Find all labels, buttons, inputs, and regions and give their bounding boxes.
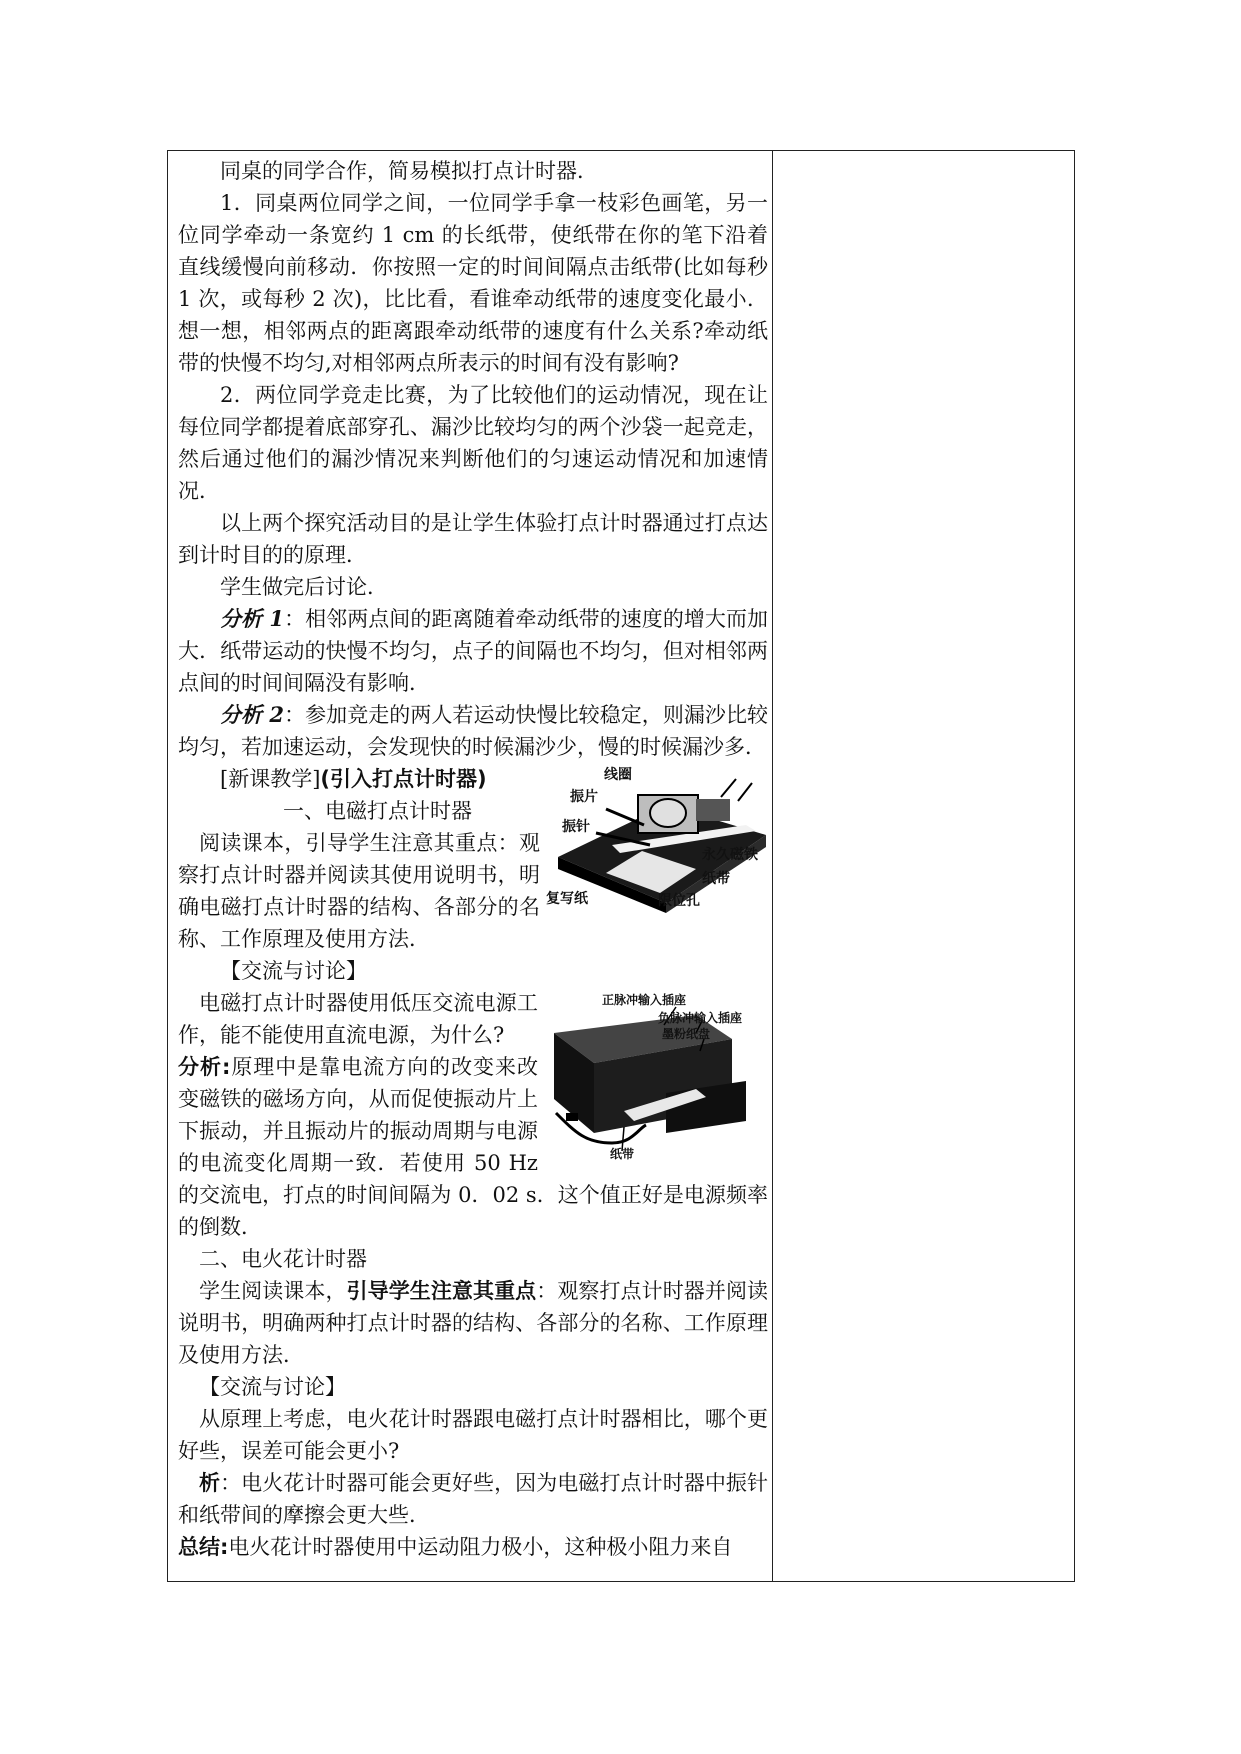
summary-label: 总结: [178, 1535, 229, 1559]
analysis-label: 分析 2 [220, 702, 285, 727]
magnet-label: 永久磁铁 [702, 847, 758, 863]
tape-label: 纸带 [610, 1147, 635, 1161]
analysis-4: 析：电火花计时器可能会更好些，因为电磁打点计时器中振针和纸带间的摩擦会更大些． [178, 1471, 768, 1527]
summary: 总结:电火花计时器使用中运动阻力极小，这种极小阻力来自 [178, 1535, 733, 1559]
paragraph: 学生阅读课本，引导学生注意其重点：观察打点计时器并阅读说明书，明确两种打点计时器的结构、各部分的名称、工作原理及使用方法． [178, 1279, 769, 1367]
paragraph: 1．同桌两位同学之间，一位同学手拿一枝彩色画笔，另一位同学牵动一条宽约 1 cm 的长纸带，使纸带在你的笔下沿着直线缓慢向前移动．你按照一定的时间间隔点击纸带(比如每秒 1 次，或每秒 2 次)，比比看，看谁牵动纸带的速度变化最小．想一想，相邻两点的距离跟牵动纸带的速度有什么关系?牵动纸带的快慢不均匀,对相邻两点所表示的时间有没有影响? [178, 191, 768, 375]
analysis-3: 分析:原理中是靠电流方向的改变来改变磁铁的磁场方向，从而促使振动片上下振动，并且振动片的振动周期与电源的电流变化周期一致．若使用 50 Hz 的交流电，打点的时间间隔为 0．02 s．这个值正好是电源频率的倒数． [178, 1055, 768, 1239]
paragraph: 电磁打点计时器使用低压交流电源工作，能不能使用直流电源，为什么? [178, 991, 538, 1047]
paragraph: [新课教学](引入打点计时器) [220, 767, 487, 791]
toner-disk-label: 墨粉纸盘 [662, 1027, 711, 1041]
neg-socket-label: 负脉冲输入插座 [658, 1011, 743, 1025]
analysis-label: 分析 1 [220, 606, 285, 631]
column-divider [772, 151, 773, 1581]
analysis-2: 分析 2：参加竞走的两人若运动快慢比较稳定，则漏沙比较均匀，若加速运动，会发现快的时候漏沙少，慢的时候漏沙多． [178, 702, 768, 759]
paragraph: 学生做完后讨论． [220, 575, 388, 599]
paragraph: 从原理上考虑，电火花计时器跟电磁打点计时器相比，哪个更好些，误差可能会更小? [178, 1407, 768, 1463]
left-cell [178, 155, 768, 1563]
paragraph: 阅读课本，引导学生注意其重点：观察打点计时器并阅读其使用说明书，明确电磁打点计时器的结构、各部分的名称、工作原理及使用方法． [178, 831, 540, 951]
section-heading-1: 一、电磁打点计时器 [283, 799, 472, 823]
vibrating-plate-label: 振片 [570, 789, 598, 805]
electromagnetic-timer-figure [546, 765, 774, 925]
analysis-1: 分析 1：相邻两点间的距离随着牵动纸带的速度的增大而加大．纸带运动的快慢不均匀，点子的间隔也不均匀，但对相邻两点间的时间间隔没有影响． [178, 606, 768, 695]
needle-label: 振针 [562, 819, 590, 835]
pos-socket-label: 正脉冲输入插座 [602, 993, 687, 1007]
paragraph: 同桌的同学合作，简易模拟打点计时器． [220, 159, 598, 183]
carbon-paper-label: 复写纸 [546, 891, 588, 907]
right-cell [774, 151, 1074, 1581]
section-heading-2: 二、电火花计时器 [199, 1247, 367, 1271]
spark-timer-figure [546, 993, 764, 1161]
coil-label: 线圈 [604, 767, 632, 783]
discussion-heading: 【交流与讨论】 [199, 1375, 346, 1399]
analysis-label: 析 [199, 1471, 221, 1495]
paragraph: 2．两位同学竞走比赛，为了比较他们的运动情况，现在让每位同学都提着底部穿孔、漏沙比较均匀的两个沙袋一起竞走，然后通过他们的漏沙情况来判断他们的匀速运动情况和加速情况． [178, 383, 768, 503]
lesson-table [167, 150, 1075, 1582]
paragraph: 以上两个探究活动目的是让学生体验打点计时器通过打点达到计时目的的原理． [178, 511, 768, 567]
tape-label: 纸带 [702, 871, 730, 887]
discussion-heading: 【交流与讨论】 [220, 959, 367, 983]
analysis-label: 分析: [178, 1055, 231, 1079]
limit-hole-label: 限位孔 [658, 893, 700, 909]
